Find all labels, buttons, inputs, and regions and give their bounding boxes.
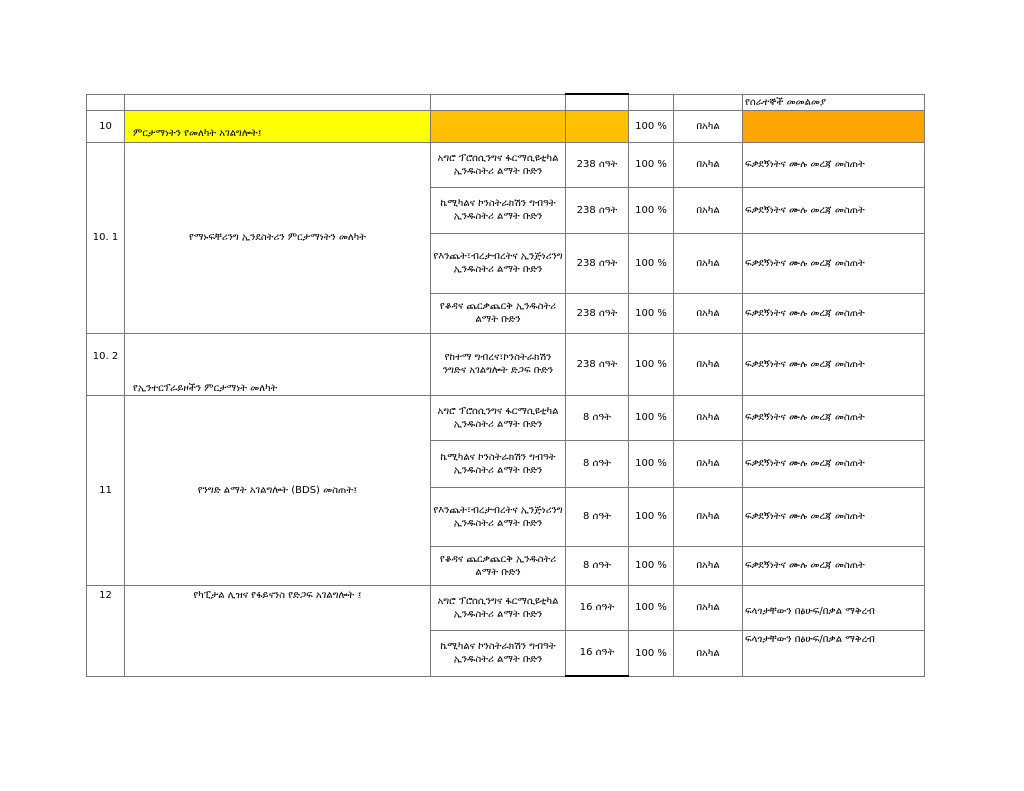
- row-number: 10: [87, 110, 125, 142]
- table-row: [87, 333, 925, 395]
- row-number: 11: [87, 395, 125, 585]
- team-name: አግሮ ፕሮሰሲንግና ፋርማሲዩቲካል ኢንዱስትሪ ልማት ቡድን: [431, 395, 566, 440]
- delivery-mode: በአካል: [674, 333, 743, 395]
- row-number: 10. 1: [87, 142, 125, 333]
- team-name: ኬሚካልና ኮንስትራክሽን ግብዓት ኢንዱስትሪ ልማት ቡድን: [431, 630, 566, 676]
- percent-value: 100 %: [629, 487, 674, 546]
- team-name: የእንጨት፣ብረታብረትና ኢንጅነሪንግ ኢንዱስትሪ ልማት ቡድን: [431, 233, 566, 293]
- table-row: [87, 142, 925, 187]
- percent-value: 100 %: [629, 333, 674, 395]
- service-name-cell: [125, 94, 431, 110]
- percent-value: 100 %: [629, 187, 674, 233]
- number-cell: [87, 94, 125, 110]
- delivery-mode: በአካል: [674, 546, 743, 585]
- criteria-text: ፍቃደኝነትና ሙሉ መረጃ መስጠት: [743, 142, 925, 187]
- criteria-text: ፍላጎታቸውን በፅሁፍ/በቃል ማቅረብ: [743, 630, 925, 676]
- hours-value: 16 ሰዓት: [566, 585, 629, 630]
- hours-value: 8 ሰዓት: [566, 395, 629, 440]
- percent-value: 100 %: [629, 110, 674, 142]
- criteria-text: ፍላጎታቸውን በፅሁፍ/በቃል ማቅረብ: [743, 585, 925, 630]
- hours-cell: [566, 94, 629, 110]
- delivery-mode: በአካል: [674, 395, 743, 440]
- criteria-text: ፍቃደኝነትና ሙሉ መረጃ መስጠት: [743, 395, 925, 440]
- percent-value: 100 %: [629, 546, 674, 585]
- header-row: [87, 94, 925, 110]
- team-name: አግሮ ፕሮሰሲንግና ፋርማሲዩቲካል ኢንዱስትሪ ልማት ቡድን: [431, 142, 566, 187]
- delivery-mode: በአካል: [674, 142, 743, 187]
- percent-cell: [629, 94, 674, 110]
- hours-value: 238 ሰዓት: [566, 233, 629, 293]
- percent-value: 100 %: [629, 585, 674, 630]
- hours-value: 238 ሰዓት: [566, 187, 629, 233]
- criteria-text: ፍቃደኝነትና ሙሉ መረጃ መስጠት: [743, 487, 925, 546]
- criteria-text: ፍቃደኝነትና ሙሉ መረጃ መስጠት: [743, 333, 925, 395]
- delivery-mode: በአካል: [674, 233, 743, 293]
- criteria-text: ፍቃደኝነትና ሙሉ መረጃ መስጠት: [743, 187, 925, 233]
- percent-value: 100 %: [629, 233, 674, 293]
- row-number: 12: [87, 585, 125, 676]
- hours-value: 8 ሰዓት: [566, 440, 629, 487]
- percent-value: 100 %: [629, 395, 674, 440]
- delivery-mode: በአካል: [674, 187, 743, 233]
- table-row: [87, 585, 925, 630]
- criteria-text: ፍቃደኝነትና ሙሉ መረጃ መስጠት: [743, 546, 925, 585]
- criteria-cell: [743, 110, 925, 142]
- service-name: የኢንተርፕራይዞችን ምርታማነት መለካት: [125, 333, 431, 395]
- delivery-mode: በአካል: [674, 293, 743, 333]
- hours-cell: [566, 110, 629, 142]
- delivery-mode: በአካል: [674, 585, 743, 630]
- hours-value: 238 ሰዓት: [566, 293, 629, 333]
- percent-value: 100 %: [629, 630, 674, 676]
- criteria-text: ፍቃደኝነትና ሙሉ መረጃ መስጠት: [743, 233, 925, 293]
- service-name: ምርታማነትን የመለካት አገልግሎት፤: [125, 110, 431, 142]
- team-name: የቆዳና ጨርቃጨርቅ ኢንዱስትሪ ልማት ቡድን: [431, 546, 566, 585]
- hours-value: 16 ሰዓት: [566, 630, 629, 676]
- criteria-text: ፍቃደኝነትና ሙሉ መረጃ መስጠት: [743, 440, 925, 487]
- percent-value: 100 %: [629, 142, 674, 187]
- service-standards-table: [86, 93, 925, 677]
- team-name: ኬሚካልና ኮንስትራክሽን ግብዓት ኢንዱስትሪ ልማት ቡድን: [431, 187, 566, 233]
- table-row: [87, 110, 925, 142]
- service-name: የንግድ ልማት አገልግሎት (BDS) መስጠት፤: [125, 395, 431, 585]
- team-name: የእንጨት፣ብረታብረትና ኢንጅነሪንግ ኢንዱስትሪ ልማት ቡድን: [431, 487, 566, 546]
- delivery-mode: በአካል: [674, 440, 743, 487]
- hours-value: 238 ሰዓት: [566, 333, 629, 395]
- team-cell: [431, 110, 566, 142]
- team-name: የከተማ ግብረና፣ኮንስትራክሽን ንግድና አገልግሎት ድጋፍ ቡድን: [431, 333, 566, 395]
- row-number: 10. 2: [87, 333, 125, 395]
- delivery-mode: በአካል: [674, 487, 743, 546]
- service-name: የማኑፍቸሪንግ ኢንደስትሪን ምርታማነትን መለካት: [125, 142, 431, 333]
- delivery-mode: በአካል: [674, 110, 743, 142]
- criteria-text: ፍቃደኝነትና ሙሉ መረጃ መስጠት: [743, 293, 925, 333]
- team-name: አግሮ ፕሮሰሲንግና ፋርማሲዩቲካል ኢንዱስትሪ ልማት ቡድን: [431, 585, 566, 630]
- period-cell: [674, 94, 743, 110]
- hours-value: 8 ሰዓት: [566, 546, 629, 585]
- percent-value: 100 %: [629, 440, 674, 487]
- criteria-cell: የሰራተኞች መመልመያ: [743, 94, 925, 110]
- delivery-mode: በአካል: [674, 630, 743, 676]
- team-cell: [431, 94, 566, 110]
- percent-value: 100 %: [629, 293, 674, 333]
- team-name: ኬሚካልና ኮንስትራክሽን ግብዓት ኢንዱስትሪ ልማት ቡድን: [431, 440, 566, 487]
- service-name: የካፒታል ሊዝና የፋይናንስ የድጋፍ አገልግሎት ፤: [125, 585, 431, 676]
- team-name: የቆዳና ጨርቃጨርቅ ኢንዱስትሪ ልማት ቡድን: [431, 293, 566, 333]
- hours-value: 8 ሰዓት: [566, 487, 629, 546]
- table-row: [87, 395, 925, 440]
- hours-value: 238 ሰዓት: [566, 142, 629, 187]
